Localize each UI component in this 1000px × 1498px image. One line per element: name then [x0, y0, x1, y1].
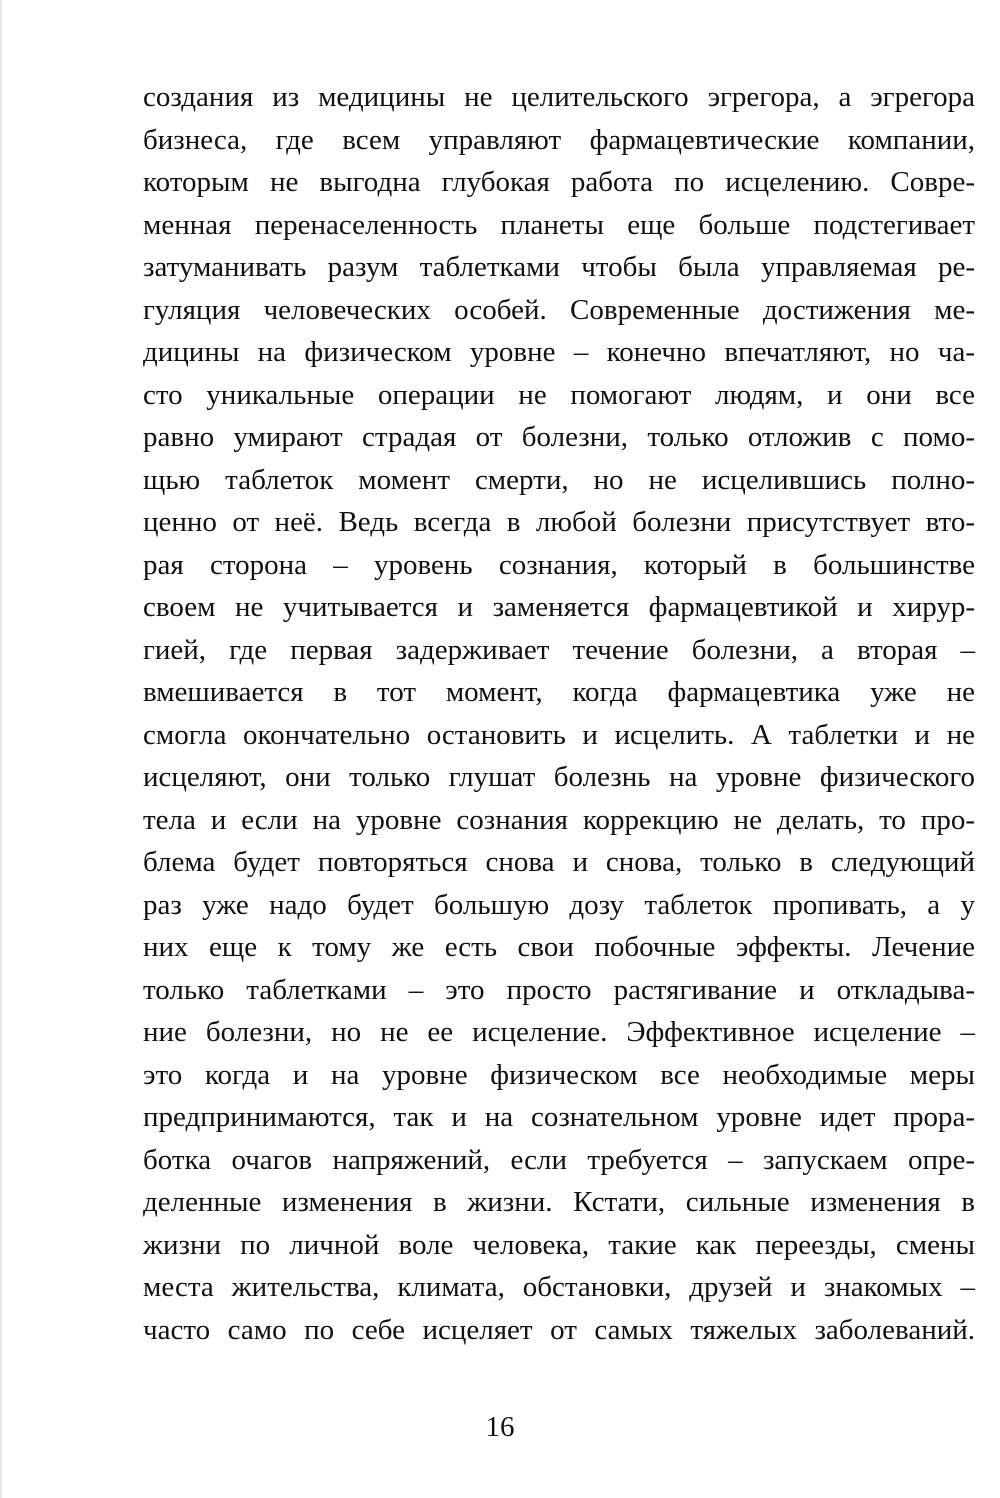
- text-line: затуманивать разум таблетками чтобы была управляемая ре-: [143, 251, 975, 283]
- text-line: блема будет повторяться снова и снова, только в следующий: [143, 846, 975, 878]
- text-line: рая сторона – уровень сознания, который в большинстве: [143, 548, 975, 581]
- text-line: часто само по себе исцеляет от самых тяжелых заболеваний.: [143, 1313, 975, 1346]
- text-line: это когда и на уровне физическом все необходимые меры: [143, 1058, 975, 1091]
- text-line: них еще к тому же есть свои побочные эффекты. Лечение: [143, 931, 975, 963]
- text-line: смогла окончательно остановить и исцелить. А таблетки и не: [143, 718, 975, 751]
- text-line: ценно от неё. Ведь всегда в любой болезни присутствует вто-: [143, 506, 975, 538]
- text-line: гуляция человеческих особей. Современные достижения ме-: [143, 293, 975, 326]
- text-line: бизнеса, где всем управляют фармацевтические компании,: [143, 123, 975, 156]
- text-line: гией, где первая задерживает течение болезни, а вторая –: [143, 633, 975, 666]
- text-line: ние болезни, но не ее исцеление. Эффективное исцеление –: [143, 1016, 975, 1048]
- text-line: тела и если на уровне сознания коррекцию не делать, то про-: [143, 803, 975, 836]
- text-line: щью таблеток момент смерти, но не исцелившись полно-: [143, 463, 975, 496]
- page-edge-shadow: [0, 0, 3, 1498]
- text-line: только таблетками – это просто растягивание и откладыва-: [143, 973, 975, 1006]
- body-text: [143, 76, 975, 1351]
- text-line: вмешивается в тот момент, когда фармацевтика уже не: [143, 676, 975, 708]
- text-line: своем не учитывается и заменяется фармацевтикой и хирур-: [143, 591, 975, 623]
- text-line: раз уже надо будет большую дозу таблеток пропивать, а у: [143, 888, 975, 921]
- text-line: сто уникальные операции не помогают людям, и они все: [143, 378, 975, 411]
- text-line: деленные изменения в жизни. Кстати, сильные изменения в: [143, 1186, 975, 1218]
- text-line: предпринимаются, так и на сознательном уровне идет прора-: [143, 1101, 975, 1133]
- text-line: менная перенаселенность планеты еще больше подстегивает: [143, 208, 975, 241]
- text-line: которым не выгодна глубокая работа по исцелению. Совре-: [143, 166, 975, 198]
- text-line: создания из медицины не целительского эгрегора, а эгрегора: [143, 81, 975, 113]
- text-line: жизни по личной воле человека, такие как переезды, смены: [143, 1228, 975, 1261]
- text-line: дицины на физическом уровне – конечно впечатляют, но ча-: [143, 336, 975, 368]
- text-line: ботка очагов напряжений, если требуется – запускаем опре-: [143, 1143, 975, 1176]
- text-line: исцеляют, они только глушат болезнь на уровне физического: [143, 761, 975, 793]
- text-line: места жительства, климата, обстановки, друзей и знакомых –: [143, 1271, 975, 1303]
- page-number: 16: [485, 1411, 515, 1443]
- text-line: равно умирают страдая от болезни, только отложив с помо-: [143, 421, 975, 453]
